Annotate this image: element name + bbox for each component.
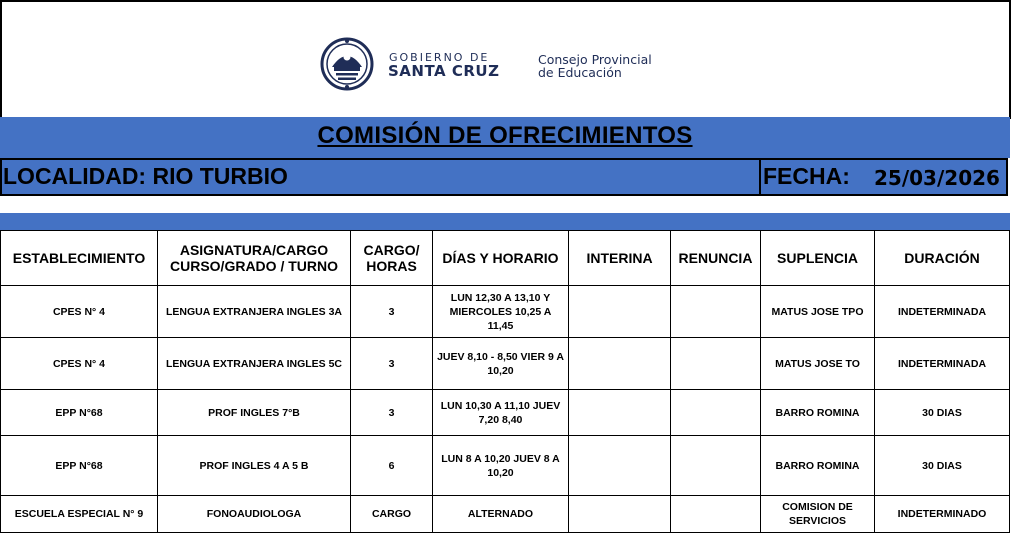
document-header — [0, 0, 1011, 119]
cell-dias-line-2: 7,20 8,40 — [478, 413, 523, 426]
cell-dias-line-1: JUEV 8,10 - 8,50 VIER 9 A — [437, 350, 564, 363]
header-asignatura-line-2: CURSO/GRADO / TURNO — [170, 258, 338, 274]
cell-dias-line-1: LUN 12,30 A 13,10 Y — [450, 291, 551, 304]
cell-asignatura: PROF INGLES 4 A 5 B — [158, 436, 351, 496]
cell-suplencia — [761, 338, 875, 390]
cell-establecimiento: EPP N°68 — [1, 390, 158, 436]
government-line-1: GOBIERNO DE — [389, 51, 490, 64]
cell-suplencia-line-1: BARRO ROMINA — [775, 459, 860, 472]
cell-interina — [569, 338, 671, 390]
cell-dias-line-2: 10,20 — [487, 364, 514, 377]
cell-interina — [569, 286, 671, 338]
table-row — [1, 436, 1010, 496]
cell-dias — [433, 390, 569, 436]
cell-dias — [433, 286, 569, 338]
cell-dias-line-1: ALTERNADO — [467, 508, 534, 520]
cell-dias — [433, 338, 569, 390]
header-dias-horario: DÍAS Y HORARIO — [433, 231, 569, 286]
cell-renuncia — [671, 286, 761, 338]
cell-duracion: 30 DIAS — [875, 436, 1010, 496]
cell-dias — [433, 496, 569, 533]
cell-horas: 3 — [351, 390, 433, 436]
table-header-row — [1, 231, 1010, 286]
cell-suplencia-line-1: MATUS JOSE TPO — [771, 305, 864, 318]
cell-dias — [433, 436, 569, 496]
cell-establecimiento: CPES N° 4 — [1, 338, 158, 390]
table-row — [1, 338, 1010, 390]
header-cargo-line-1: CARGO/ — [363, 242, 420, 258]
header-cargo-line-2: HORAS — [366, 258, 417, 274]
header-cargo-horas — [351, 231, 433, 286]
cell-establecimiento: CPES N° 4 — [1, 286, 158, 338]
cell-establecimiento: ESCUELA ESPECIAL N° 9 — [1, 496, 158, 533]
page-title: COMISIÓN DE OFRECIMIENTOS — [317, 122, 693, 149]
cell-horas: CARGO — [351, 496, 433, 533]
cell-dias-line-1: LUN 10,30 A 11,10 JUEV — [440, 399, 561, 412]
fecha-label: FECHA: — [763, 163, 850, 189]
cell-renuncia — [671, 390, 761, 436]
government-logo — [320, 37, 680, 93]
cell-duracion: INDETERMINADA — [875, 338, 1010, 390]
cell-duracion: 30 DIAS — [875, 390, 1010, 436]
fecha-value: 25/03/2026 — [874, 166, 1000, 190]
cell-duracion: INDETERMINADO — [875, 496, 1010, 533]
header-renuncia: RENUNCIA — [671, 231, 761, 286]
fecha-divider — [759, 158, 761, 196]
cell-horas: 3 — [351, 286, 433, 338]
cell-horas: 6 — [351, 436, 433, 496]
cell-interina — [569, 436, 671, 496]
cell-interina — [569, 496, 671, 533]
cell-dias-line-2: 10,20 — [487, 466, 514, 479]
cell-suplencia-line-1: BARRO ROMINA — [775, 406, 860, 419]
table-row — [1, 286, 1010, 338]
government-line-2: SANTA CRUZ — [388, 62, 500, 80]
cell-duracion: INDETERMINADA — [875, 286, 1010, 338]
consejo-line-2: de Educación — [538, 65, 622, 80]
header-establecimiento: ESTABLECIMIENTO — [1, 231, 158, 286]
header-suplencia: SUPLENCIA — [761, 231, 875, 286]
offers-table — [0, 230, 1010, 533]
cell-interina — [569, 390, 671, 436]
cell-asignatura: PROF INGLES 7°B — [158, 390, 351, 436]
consejo-line-1: Consejo Provincial — [538, 52, 652, 67]
cell-asignatura: FONOAUDIOLOGA — [158, 496, 351, 533]
table-row — [1, 390, 1010, 436]
cell-suplencia — [761, 286, 875, 338]
cell-suplencia — [761, 436, 875, 496]
cell-renuncia — [671, 338, 761, 390]
cell-suplencia — [761, 496, 875, 533]
cell-asignatura: LENGUA EXTRANJERA INGLES 3A — [158, 286, 351, 338]
cell-suplencia-line-1: COMISION DE — [782, 501, 853, 513]
cell-renuncia — [671, 436, 761, 496]
cell-suplencia-line-1: MATUS JOSE TO — [775, 357, 860, 370]
cell-suplencia — [761, 390, 875, 436]
header-duracion: DURACIÓN — [875, 231, 1010, 286]
cell-suplencia-line-2: SERVICIOS — [789, 515, 846, 527]
table-row — [1, 496, 1010, 533]
localidad-label: LOCALIDAD: RIO TURBIO — [3, 163, 288, 189]
consejo-label — [538, 53, 652, 79]
header-asignatura — [158, 231, 351, 286]
spacer-band — [0, 213, 1010, 230]
provincial-seal-icon — [320, 37, 374, 91]
cell-establecimiento: EPP N°68 — [1, 436, 158, 496]
cell-dias-line-1: LUN 8 A 10,20 JUEV 8 A — [441, 452, 560, 465]
cell-horas: 3 — [351, 338, 433, 390]
cell-renuncia — [671, 496, 761, 533]
header-asignatura-line-1: ASIGNATURA/CARGO — [179, 242, 329, 258]
cell-dias-line-2: MIERCOLES 10,25 A 11,45 — [449, 305, 552, 332]
header-interina: INTERINA — [569, 231, 671, 286]
cell-asignatura: LENGUA EXTRANJERA INGLES 5C — [158, 338, 351, 390]
